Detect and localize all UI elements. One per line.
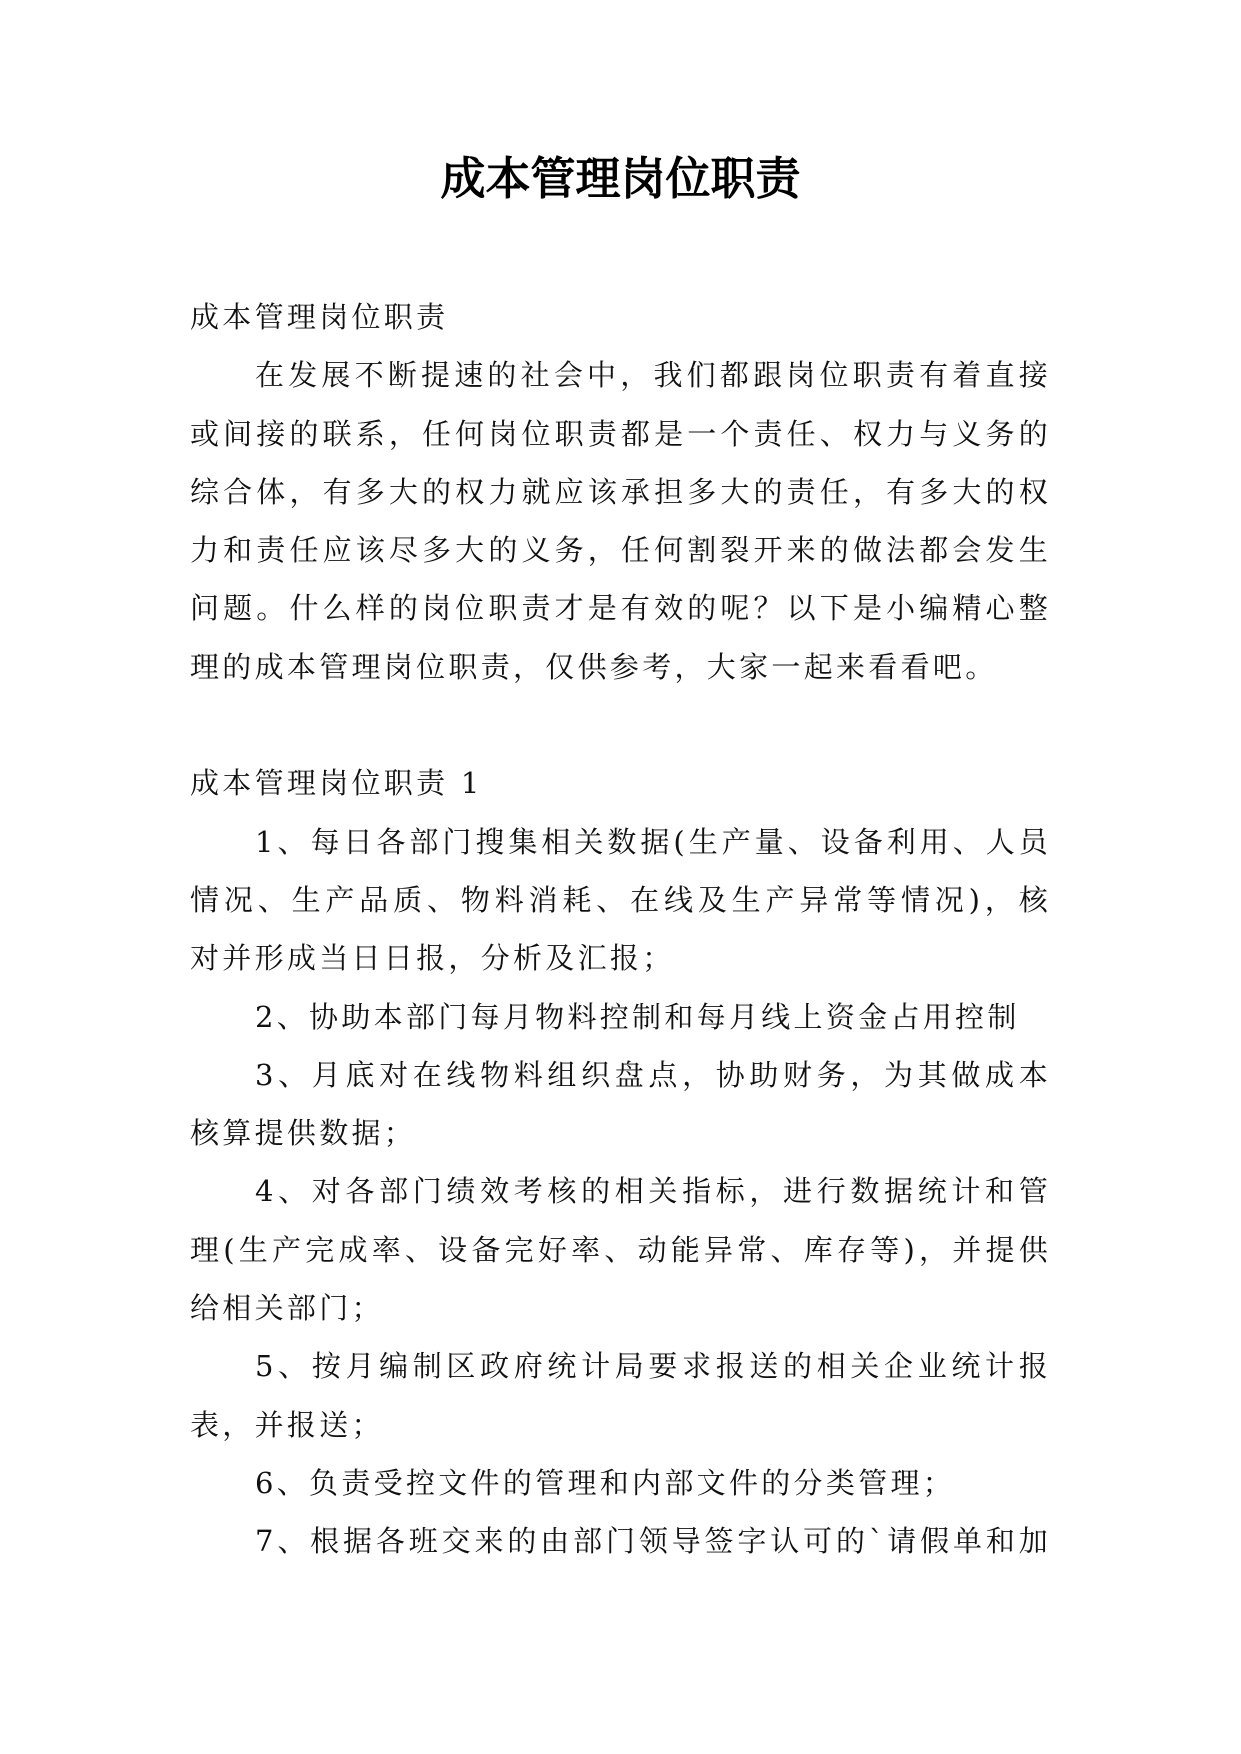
paragraph-line: 理的成本管理岗位职责，仅供参考，大家一起来看看吧。	[190, 649, 998, 684]
duty-item-line: 情况、生产品质、物料消耗、在线及生产异常等情况)，核	[190, 882, 1051, 917]
duty-item	[190, 1454, 1051, 1512]
duty-item-line: 2、协助本部门每月物料控制和每月线上资金占用控制	[255, 999, 1020, 1034]
duty-item-line: 核算提供数据；	[190, 1116, 417, 1151]
duty-item-line: 7、根据各班交来的由部门领导签字认可的`请假单和加	[255, 1524, 1051, 1559]
duty-item	[190, 1046, 1051, 1163]
duty-item	[190, 1512, 1051, 1570]
duty-item	[190, 813, 1051, 988]
paragraph-line: 力和责任应该尽多大的义务，任何割裂开来的做法都会发生	[190, 533, 1051, 568]
duty-item-line: 表，并报送；	[190, 1407, 384, 1442]
duty-item-line: 3、月底对在线物料组织盘点，协助财务，为其做成本	[255, 1057, 1051, 1092]
duty-item	[190, 1162, 1051, 1337]
duty-item	[190, 988, 1051, 1046]
duty-item-line: 理(生产完成率、设备完好率、动能异常、库存等)，并提供	[190, 1232, 1051, 1267]
document-title: 成本管理岗位职责	[440, 152, 801, 205]
paragraph-line: 综合体，有多大的权力就应该承担多大的责任，有多大的权	[190, 474, 1051, 509]
duty-item-line: 6、负责受控文件的管理和内部文件的分类管理；	[255, 1465, 956, 1500]
intro-heading: 成本管理岗位职责	[190, 300, 449, 334]
duty-item-line: 1、每日各部门搜集相关数据(生产量、设备利用、人员	[255, 824, 1051, 859]
section-heading: 成本管理岗位职责 1	[190, 766, 483, 801]
intro-paragraph	[190, 346, 1051, 696]
blank-line	[190, 696, 1051, 754]
paragraph-line: 或间接的联系，任何岗位职责都是一个责任、权力与义务的	[190, 416, 1051, 451]
paragraph-line: 在发展不断提速的社会中，我们都跟岗位职责有着直接	[255, 358, 1051, 393]
duty-item-line: 对并形成当日日报，分析及汇报；	[190, 941, 675, 976]
document-body	[190, 288, 1051, 1571]
duty-item-line: 5、按月编制区政府统计局要求报送的相关企业统计报	[255, 1349, 1051, 1384]
duty-item-line: 给相关部门；	[190, 1291, 384, 1326]
duty-item-line: 4、对各部门绩效考核的相关指标，进行数据统计和管	[255, 1174, 1051, 1209]
paragraph-line: 问题。什么样的岗位职责才是有效的呢？以下是小编精心整	[190, 591, 1051, 626]
duty-item	[190, 1337, 1051, 1454]
